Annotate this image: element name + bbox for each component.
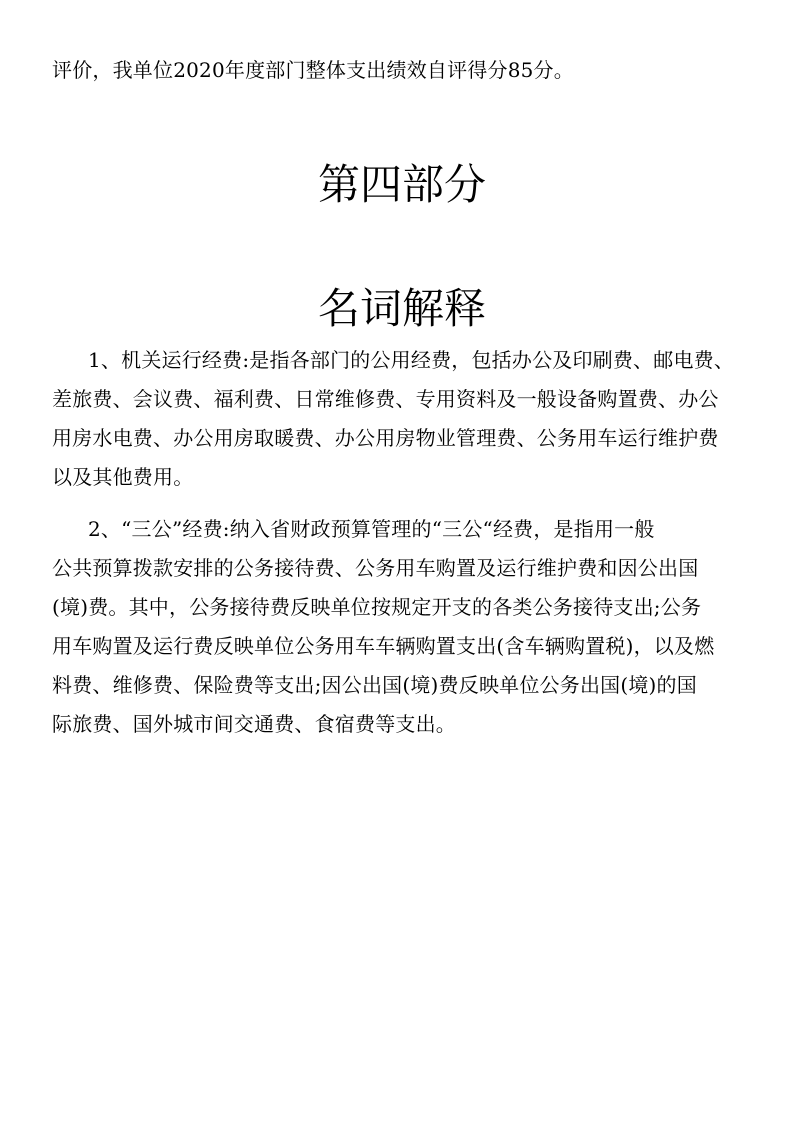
definition-2-line-4: 用车购置及运行费反映单位公务用车车辆购置支出(含车辆购置税)，以及燃 xyxy=(52,634,715,658)
definition-1-line-2: 差旅费、会议费、福利费、日常维修费、专用资料及一般设备购置费、办公 xyxy=(52,387,719,411)
part-title: 第四部分 xyxy=(317,160,486,209)
definition-1-line-1: 1、机关运行经费:是指各部门的公用经费，包括办公及印刷费、邮电费、 xyxy=(88,348,735,372)
definition-2-line-6: 际旅费、国外城市间交通费、食宿费等支出。 xyxy=(52,712,456,736)
definition-1-line-4: 以及其他费用。 xyxy=(52,465,194,489)
definition-1-line-3: 用房水电费、办公用房取暖费、办公用房物业管理费、公务用车运行维护费 xyxy=(52,426,719,450)
definition-2-line-2: 公共预算拨款安排的公务接待费、公务用车购置及运行维护费和因公出国 xyxy=(52,556,699,580)
section-title: 名词解释 xyxy=(317,284,486,333)
intro-line: 评价，我单位2020年度部门整体支出绩效自评得分85分。 xyxy=(52,58,574,82)
definition-2-line-3: (境)费。其中，公务接待费反映单位按规定开支的各类公务接待支出;公务 xyxy=(52,595,702,619)
definition-2-line-1: 2、“三公”经费:纳入省财政预算管理的“三公“经费，是指用一般 xyxy=(88,517,655,541)
definition-2-line-5: 料费、维修费、保险费等支出;因公出国(境)费反映单位公务出国(境)的国 xyxy=(52,673,697,697)
